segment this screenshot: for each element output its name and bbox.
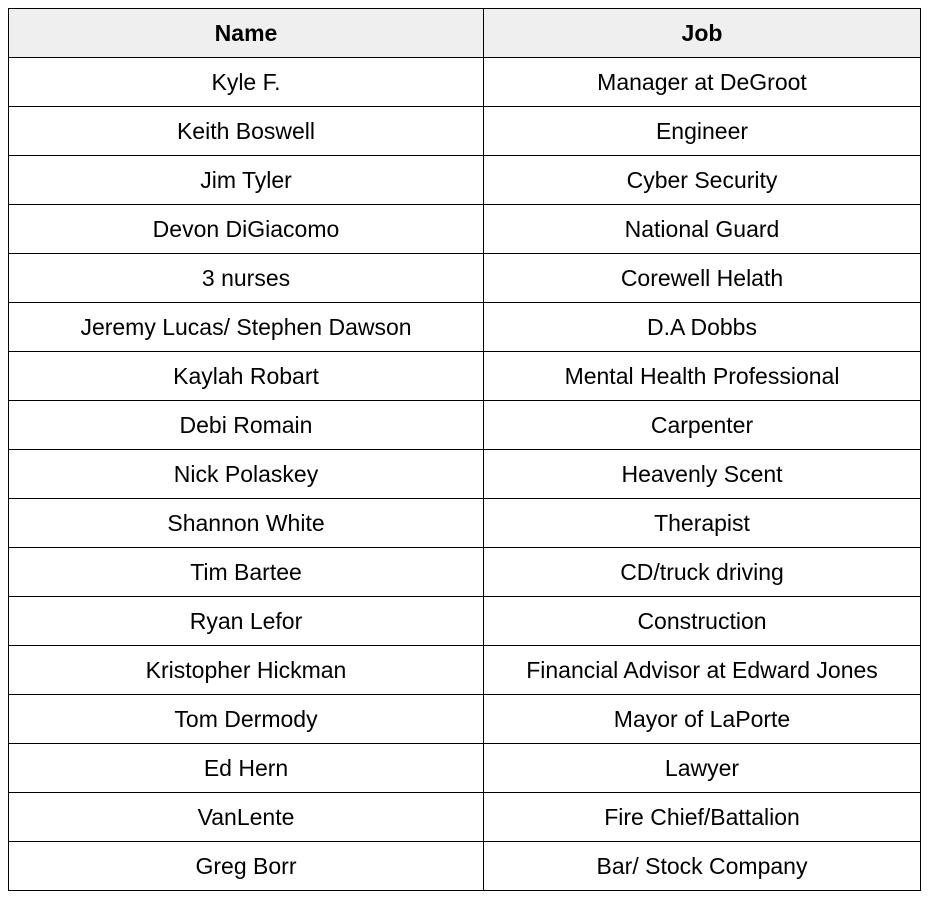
job-cell: D.A Dobbs bbox=[484, 303, 921, 352]
job-cell: Corewell Helath bbox=[484, 254, 921, 303]
column-header-name: Name bbox=[9, 9, 484, 58]
job-cell: Mayor of LaPorte bbox=[484, 695, 921, 744]
table-row bbox=[9, 646, 921, 695]
table-row bbox=[9, 352, 921, 401]
table-row bbox=[9, 695, 921, 744]
job-cell: National Guard bbox=[484, 205, 921, 254]
table-row bbox=[9, 107, 921, 156]
name-job-table bbox=[8, 8, 921, 891]
table-row bbox=[9, 254, 921, 303]
table-row bbox=[9, 205, 921, 254]
name-cell: Greg Borr bbox=[9, 842, 484, 891]
table-container bbox=[8, 8, 920, 891]
table-header-row bbox=[9, 9, 921, 58]
job-cell: Carpenter bbox=[484, 401, 921, 450]
name-cell: Tim Bartee bbox=[9, 548, 484, 597]
job-cell: Engineer bbox=[484, 107, 921, 156]
job-cell: Bar/ Stock Company bbox=[484, 842, 921, 891]
job-cell: Fire Chief/Battalion bbox=[484, 793, 921, 842]
name-cell: 3 nurses bbox=[9, 254, 484, 303]
job-cell: Heavenly Scent bbox=[484, 450, 921, 499]
name-cell: Debi Romain bbox=[9, 401, 484, 450]
name-cell: Kaylah Robart bbox=[9, 352, 484, 401]
job-cell: Cyber Security bbox=[484, 156, 921, 205]
table-row bbox=[9, 303, 921, 352]
name-cell: VanLente bbox=[9, 793, 484, 842]
table-row bbox=[9, 58, 921, 107]
name-cell: Keith Boswell bbox=[9, 107, 484, 156]
table-row bbox=[9, 450, 921, 499]
name-cell: Jim Tyler bbox=[9, 156, 484, 205]
name-cell: Shannon White bbox=[9, 499, 484, 548]
name-cell: Ryan Lefor bbox=[9, 597, 484, 646]
table-row bbox=[9, 401, 921, 450]
job-cell: Lawyer bbox=[484, 744, 921, 793]
name-cell: Jeremy Lucas/ Stephen Dawson bbox=[9, 303, 484, 352]
table-row bbox=[9, 744, 921, 793]
name-cell: Tom Dermody bbox=[9, 695, 484, 744]
table-row bbox=[9, 499, 921, 548]
name-cell: Kyle F. bbox=[9, 58, 484, 107]
job-cell: Mental Health Professional bbox=[484, 352, 921, 401]
job-cell: Therapist bbox=[484, 499, 921, 548]
name-cell: Ed Hern bbox=[9, 744, 484, 793]
name-cell: Kristopher Hickman bbox=[9, 646, 484, 695]
table-row bbox=[9, 597, 921, 646]
name-cell: Devon DiGiacomo bbox=[9, 205, 484, 254]
table-row bbox=[9, 156, 921, 205]
job-cell: CD/truck driving bbox=[484, 548, 921, 597]
job-cell: Construction bbox=[484, 597, 921, 646]
column-header-job: Job bbox=[484, 9, 921, 58]
job-cell: Manager at DeGroot bbox=[484, 58, 921, 107]
name-cell: Nick Polaskey bbox=[9, 450, 484, 499]
job-cell: Financial Advisor at Edward Jones bbox=[484, 646, 921, 695]
table-row bbox=[9, 548, 921, 597]
table-row bbox=[9, 793, 921, 842]
table-row bbox=[9, 842, 921, 891]
